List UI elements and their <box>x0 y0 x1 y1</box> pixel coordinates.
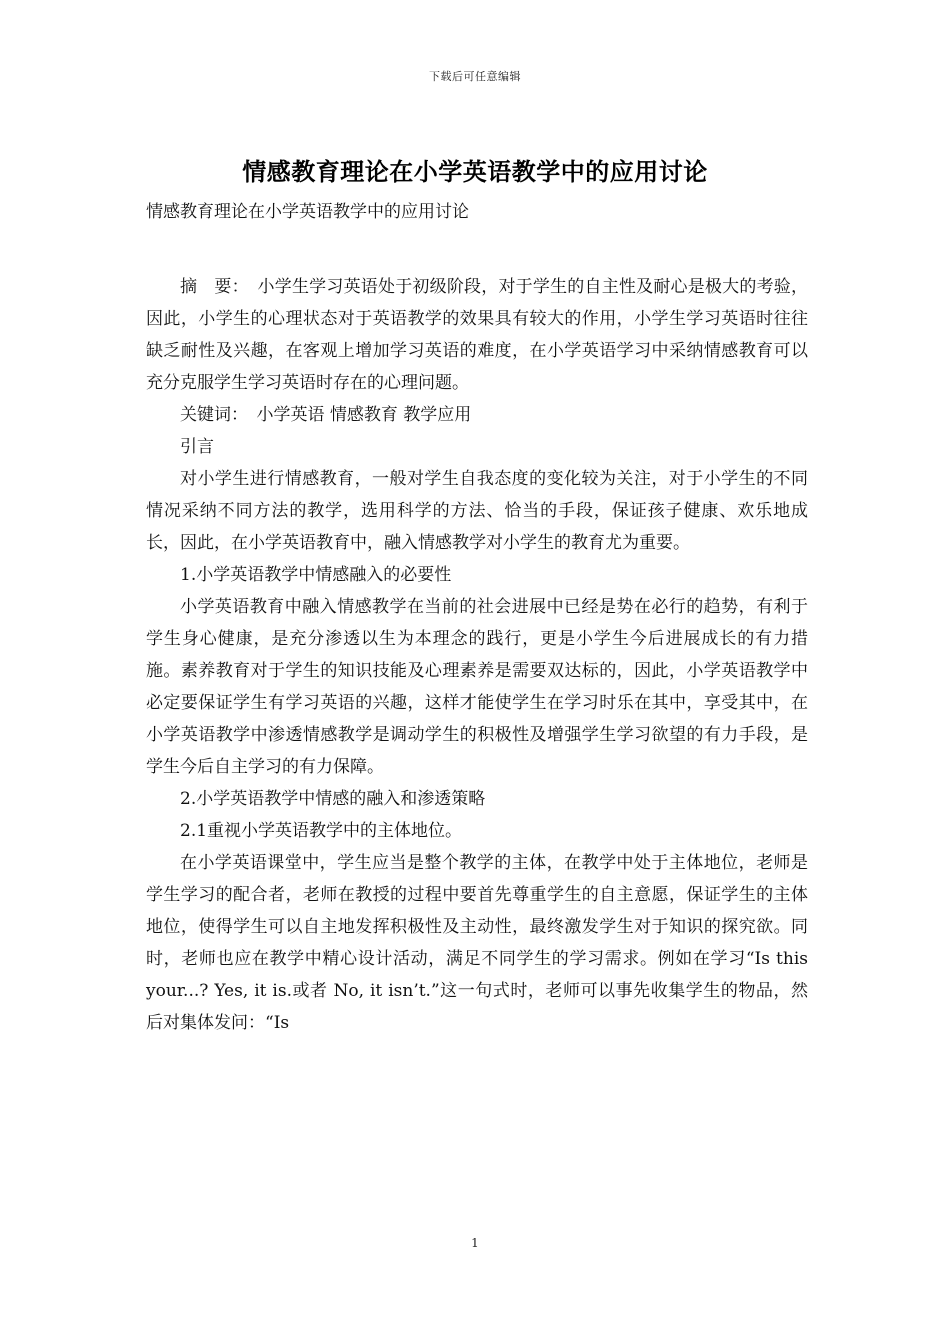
header-note: 下载后可任意编辑 <box>429 70 521 83</box>
page-number: 1 <box>471 1236 479 1250</box>
intro-heading: 引言 <box>180 437 214 457</box>
section-2-1-paragraph: 在小学英语课堂中，学生应当是整个教学的主体，在教学中处于主体地位，老师是学生学习的配合者，老师在教授的过程中要首先尊重学生的自主意愿，保证学生的主体地位，使得学生可以自主地发挥积极性及主动性，最终激发学生对于知识的探究欲。同时，老师也应在教学中精心设计活动，满足不同学生的学习需求。例如在学习“Is this your...? Yes, it is.或者 No, it isn’t.”这一句式时，老师可以事先收集学生的物品，然后对集体发问：“Is <box>146 853 808 1033</box>
document-body <box>146 196 808 1039</box>
section-1-paragraph: 小学英语教育中融入情感教学在当前的社会进展中已经是势在必行的趋势，有利于学生身心健康，是充分渗透以生为本理念的践行，更是小学生今后进展成长的有力措施。素养教育对于学生的知识技能及心理素养是需要双达标的，因此，小学英语教学中必定要保证学生有学习英语的兴趣，这样才能使学生在学习时乐在其中，享受其中，在小学英语教学中渗透情感教学是调动学生的积极性及增强学生学习欲望的有力手段，是学生今后自主学习的有力保障。 <box>146 597 808 777</box>
keywords-line: 关键词： 小学英语 情感教育 教学应用 <box>180 405 472 425</box>
section-1-heading: 1.小学英语教学中情感融入的必要性 <box>180 565 452 585</box>
section-2-heading: 2.小学英语教学中情感的融入和渗透策略 <box>180 789 486 809</box>
document-subtitle: 情感教育理论在小学英语教学中的应用讨论 <box>146 202 469 222</box>
abstract-paragraph: 摘 要： 小学生学习英语处于初级阶段，对于学生的自主性及耐心是极大的考验，因此，小学生的心理状态对于英语教学的效果具有较大的作用，小学生学习英语时往往缺乏耐性及兴趣，在客观上增加学习英语的难度，在小学英语学习中采纳情感教育可以充分克服学生学习英语时存在的心理问题。 <box>146 277 808 393</box>
document-title: 情感教育理论在小学英语教学中的应用讨论 <box>242 157 708 186</box>
intro-paragraph: 对小学生进行情感教育，一般对学生自我态度的变化较为关注，对于小学生的不同情况采纳不同方法的教学，选用科学的方法、恰当的手段，保证孩子健康、欢乐地成长，因此，在小学英语教育中，融入情感教学对小学生的教育尤为重要。 <box>146 469 808 553</box>
section-2-1-heading: 2.1重视小学英语教学中的主体地位。 <box>180 821 463 841</box>
